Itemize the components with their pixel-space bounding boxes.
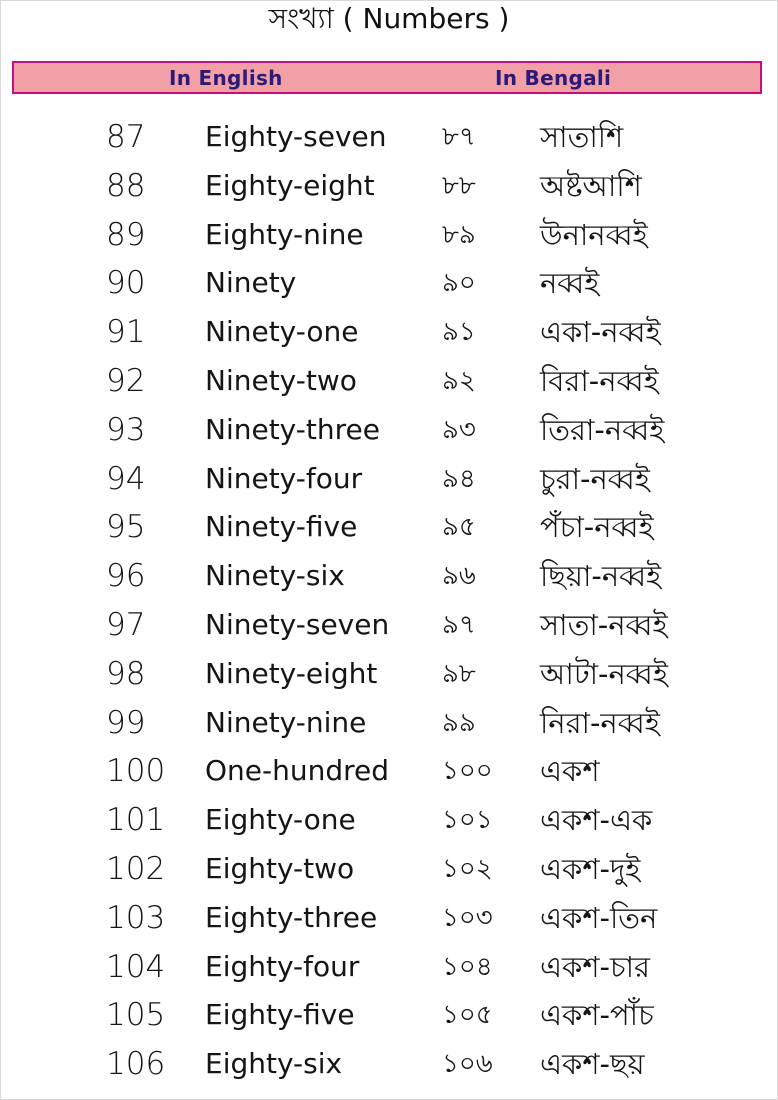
bengali-numeral: ১০২	[442, 853, 493, 884]
english-word: Eighty-one	[205, 803, 356, 837]
bengali-numeral: ৯৫	[442, 512, 476, 543]
english-word: Eighty-four	[205, 949, 360, 983]
bengali-word: একশ-পাঁচ	[540, 998, 654, 1033]
bengali-word: আটা-নব্বই	[540, 656, 668, 691]
table-row	[0, 211, 778, 260]
english-word: Ninety-eight	[205, 656, 378, 690]
bengali-word: একশ-এক	[540, 803, 653, 838]
arabic-numeral: 106	[106, 1046, 166, 1083]
table-row	[0, 650, 778, 699]
table-row	[0, 455, 778, 504]
arabic-numeral: 89	[106, 216, 146, 253]
numbers-table	[0, 113, 778, 1089]
bengali-numeral: ১০৬	[442, 1049, 493, 1080]
table-row	[0, 503, 778, 552]
arabic-numeral: 102	[106, 850, 166, 887]
bengali-word: তিরা-নব্বই	[540, 412, 665, 447]
bengali-numeral: ১০৪	[442, 951, 493, 982]
arabic-numeral: 87	[106, 119, 146, 155]
arabic-numeral: 94	[106, 460, 146, 497]
bengali-numeral: ৯৬	[442, 561, 476, 592]
english-word: Eighty-nine	[205, 217, 364, 251]
table-row	[0, 1040, 778, 1089]
table-row	[0, 747, 778, 796]
arabic-numeral: 95	[106, 509, 146, 546]
arabic-numeral: 96	[106, 558, 146, 595]
bengali-word: সাতা-নব্বই	[540, 607, 668, 642]
arabic-numeral: 97	[106, 606, 146, 643]
bengali-word: অষ্টআশি	[540, 168, 642, 203]
bengali-numeral: ৯৯	[442, 707, 476, 738]
arabic-numeral: 91	[106, 314, 146, 351]
bengali-word: নিরা-নব্বই	[540, 705, 660, 740]
english-word: Eighty-six	[205, 1047, 343, 1081]
bengali-numeral: ১০৩	[442, 902, 493, 933]
bengali-numeral: ১০১	[442, 805, 493, 836]
bengali-word: চুরা-নব্বই	[540, 461, 650, 496]
bengali-word: একশ-চার	[540, 949, 650, 984]
bengali-word: সাতাশি	[540, 120, 624, 154]
table-row	[0, 699, 778, 748]
page-title: সংখ্যা ( Numbers )	[268, 2, 510, 35]
table-row	[0, 357, 778, 406]
arabic-numeral: 90	[106, 265, 146, 302]
bengali-numeral: ৯২	[442, 365, 476, 396]
bengali-numeral: ১০০	[442, 756, 493, 787]
table-row	[0, 259, 778, 308]
arabic-numeral: 104	[106, 948, 166, 985]
header-in-bengali: In Bengali	[495, 66, 612, 90]
bengali-word: একশ-দুই	[540, 851, 641, 886]
table-row	[0, 162, 778, 211]
table-row	[0, 991, 778, 1040]
bengali-word: বিরা-নব্বই	[540, 363, 659, 398]
english-word: Ninety-three	[205, 412, 380, 446]
table-row	[0, 894, 778, 943]
english-word: Ninety-four	[205, 461, 363, 495]
bengali-numeral: ৯৭	[442, 609, 476, 640]
bengali-numeral: ১০৫	[442, 1000, 493, 1031]
bengali-word: ছিয়া-নব্বই	[540, 559, 662, 594]
bengali-numeral: ৮৯	[442, 219, 476, 250]
bengali-numeral: ৯০	[442, 268, 476, 299]
table-row	[0, 308, 778, 357]
header-in-english: In English	[169, 66, 283, 90]
english-word: Ninety-six	[205, 559, 345, 593]
english-word: Eighty-seven	[205, 120, 387, 153]
table-row	[0, 601, 778, 650]
bengali-word: নব্বই	[540, 266, 600, 301]
english-word: Eighty-five	[205, 998, 355, 1032]
table-row	[0, 406, 778, 455]
arabic-numeral: 99	[106, 704, 146, 741]
table-row	[0, 113, 778, 162]
bengali-numeral: ৮৭	[442, 122, 476, 152]
table-row	[0, 552, 778, 601]
bengali-numeral: ৯১	[442, 317, 476, 348]
bengali-numeral: ৮৮	[442, 170, 476, 201]
english-word: Ninety-five	[205, 510, 358, 544]
english-word: Ninety-two	[205, 363, 357, 397]
table-row	[0, 796, 778, 845]
english-word: Eighty-two	[205, 851, 355, 885]
arabic-numeral: 92	[106, 362, 146, 399]
bengali-numeral: ৯৮	[442, 658, 476, 689]
english-word: Ninety-seven	[205, 607, 390, 641]
english-word: Eighty-three	[205, 900, 378, 934]
bengali-word: পঁচা-নব্বই	[540, 510, 654, 545]
bengali-word: একশ	[540, 754, 600, 789]
bengali-word: উনানব্বই	[540, 217, 648, 252]
arabic-numeral: 100	[106, 753, 166, 790]
arabic-numeral: 103	[106, 899, 166, 936]
bengali-word: একশ-ছয়	[540, 1047, 645, 1082]
english-word: Ninety	[205, 266, 297, 300]
english-word: Ninety-nine	[205, 705, 367, 739]
table-row	[0, 845, 778, 894]
english-word: Eighty-eight	[205, 168, 375, 202]
arabic-numeral: 98	[106, 655, 146, 692]
english-word: Ninety-one	[205, 315, 359, 349]
arabic-numeral: 88	[106, 167, 146, 204]
bengali-numeral: ৯৪	[442, 463, 476, 494]
column-header-bar	[12, 61, 762, 94]
bengali-word: একা-নব্বই	[540, 315, 661, 350]
arabic-numeral: 93	[106, 411, 146, 448]
bengali-numeral: ৯৩	[442, 414, 476, 445]
table-row	[0, 943, 778, 992]
arabic-numeral: 105	[106, 997, 166, 1034]
bengali-word: একশ-তিন	[540, 900, 658, 935]
english-word: One-hundred	[205, 754, 390, 788]
arabic-numeral: 101	[106, 802, 166, 839]
